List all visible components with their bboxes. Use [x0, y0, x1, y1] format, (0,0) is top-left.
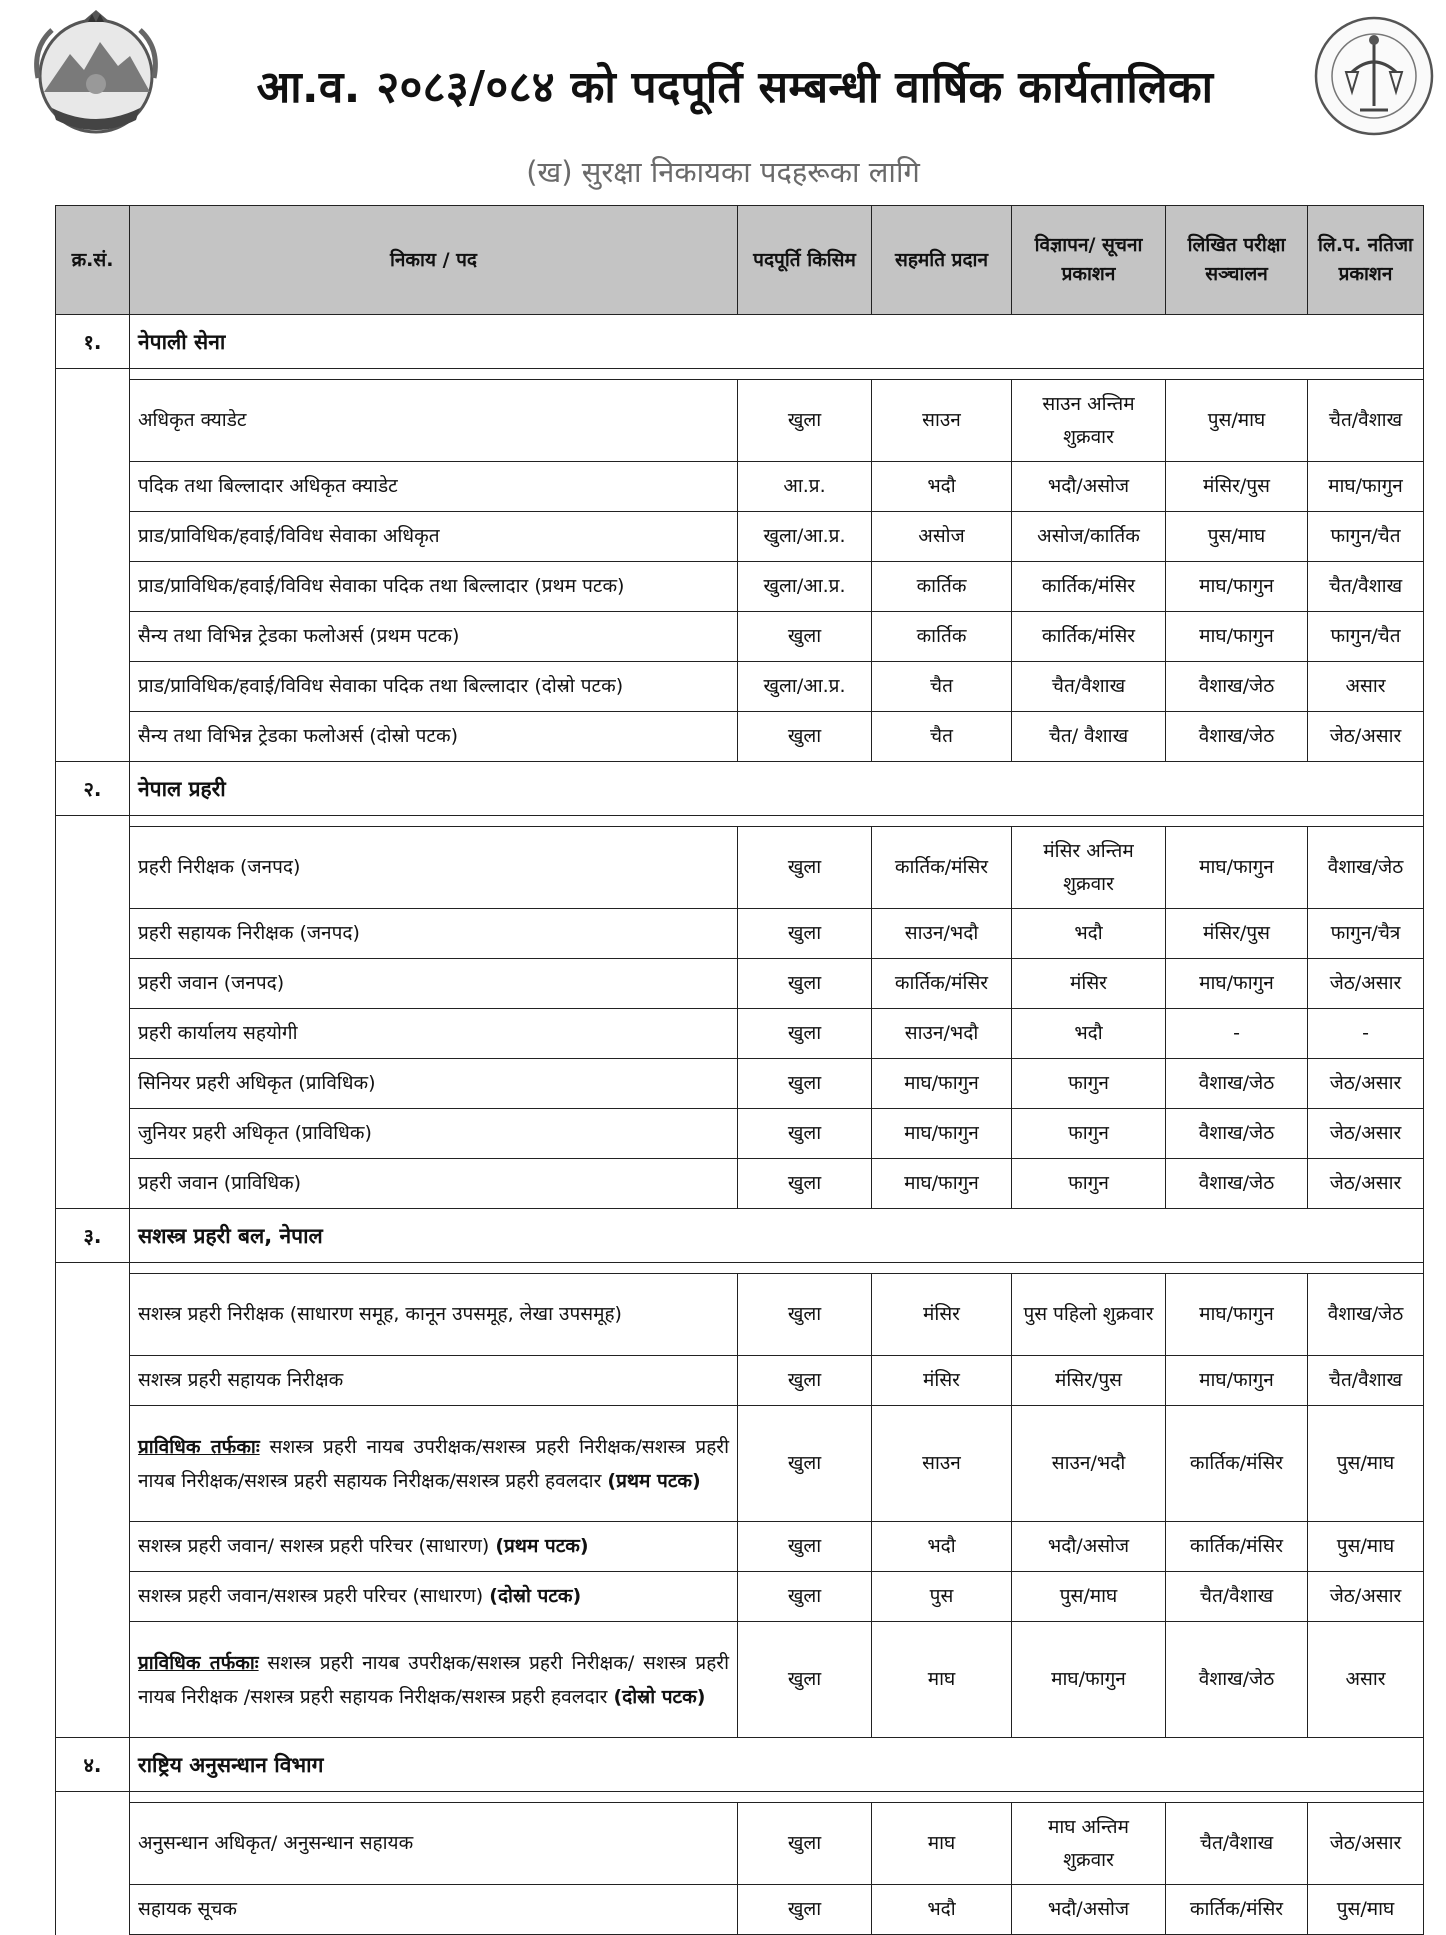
consent-month: कार्तिक/मंसिर: [872, 827, 1012, 909]
consent-month: असोज: [872, 512, 1012, 562]
section-spacer-cell: [56, 1792, 130, 1935]
post-name: प्रहरी जवान (प्राविधिक): [130, 1159, 738, 1209]
result-month: जेठ/असार: [1308, 959, 1424, 1009]
result-month: फागुन/चैत: [1308, 612, 1424, 662]
consent-month: साउन/भदौ: [872, 1009, 1012, 1059]
section-spacer-cell: [56, 369, 130, 762]
consent-month: भदौ: [872, 462, 1012, 512]
recruitment-type: खुला/आ.प्र.: [738, 662, 872, 712]
notice-month: कार्तिक/मंसिर: [1012, 612, 1166, 662]
result-month: जेठ/असार: [1308, 1159, 1424, 1209]
section-title: नेपाल प्रहरी: [130, 762, 1424, 816]
recruitment-type: खुला: [738, 1803, 872, 1885]
exam-month: वैशाख/जेठ: [1166, 1109, 1308, 1159]
post-name: [130, 1572, 738, 1622]
table-row: [56, 1356, 1424, 1406]
recruitment-type: खुला: [738, 1572, 872, 1622]
result-month: पुस/माघ: [1308, 1522, 1424, 1572]
post-name: अनुसन्धान अधिकृत/ अनुसन्धान सहायक: [130, 1803, 738, 1885]
table-row: [56, 1406, 1424, 1522]
exam-month: -: [1166, 1009, 1308, 1059]
section-spacer-cell: [56, 1263, 130, 1738]
recruitment-type: खुला: [738, 1622, 872, 1738]
post-name: प्रहरी जवान (जनपद): [130, 959, 738, 1009]
notice-month: साउन/भदौ: [1012, 1406, 1166, 1522]
recruitment-type: खुला: [738, 1522, 872, 1572]
exam-month: पुस/माघ: [1166, 512, 1308, 562]
recruitment-type: खुला: [738, 959, 872, 1009]
result-month: माघ/फागुन: [1308, 462, 1424, 512]
recruitment-type: खुला: [738, 1406, 872, 1522]
post-name: सिनियर प्रहरी अधिकृत (प्राविधिक): [130, 1059, 738, 1109]
exam-month: वैशाख/जेठ: [1166, 662, 1308, 712]
exam-month: वैशाख/जेठ: [1166, 1622, 1308, 1738]
recruitment-type: खुला: [738, 712, 872, 762]
recruitment-type: खुला: [738, 380, 872, 462]
result-month: पुस/माघ: [1308, 1885, 1424, 1935]
notice-month: कार्तिक/मंसिर: [1012, 562, 1166, 612]
table-row: [56, 612, 1424, 662]
section-row: [56, 1738, 1424, 1792]
notice-month: भदौ: [1012, 909, 1166, 959]
result-month: जेठ/असार: [1308, 1059, 1424, 1109]
consent-month: साउन: [872, 380, 1012, 462]
table-row: [56, 712, 1424, 762]
table-row: [56, 1059, 1424, 1109]
result-month: जेठ/असार: [1308, 712, 1424, 762]
psc-logo-icon: [1312, 14, 1436, 138]
recruitment-type: खुला: [738, 1356, 872, 1406]
post-name: [130, 1522, 738, 1572]
col-header-post: निकाय / पद: [130, 206, 738, 315]
col-header-exam: लिखित परीक्षा सञ्चालन: [1166, 206, 1308, 315]
col-header-consent: सहमति प्रदान: [872, 206, 1012, 315]
table-row: [56, 827, 1424, 909]
consent-month: चैत: [872, 662, 1012, 712]
post-name: सशस्त्र प्रहरी निरीक्षक (साधारण समूह, कानून उपसमूह, लेखा उपसमूह): [130, 1274, 738, 1356]
table-row: [56, 1622, 1424, 1738]
exam-month: कार्तिक/मंसिर: [1166, 1406, 1308, 1522]
section-row: [56, 1209, 1424, 1263]
recruitment-type: खुला: [738, 909, 872, 959]
notice-month: असोज/कार्तिक: [1012, 512, 1166, 562]
exam-month: कार्तिक/मंसिर: [1166, 1522, 1308, 1572]
section-title: नेपाली सेना: [130, 315, 1424, 369]
post-name: प्रहरी सहायक निरीक्षक (जनपद): [130, 909, 738, 959]
consent-month: कार्तिक: [872, 612, 1012, 662]
recruitment-type: खुला: [738, 1059, 872, 1109]
result-month: जेठ/असार: [1308, 1572, 1424, 1622]
recruitment-type: खुला: [738, 1109, 872, 1159]
notice-month: फागुन: [1012, 1159, 1166, 1209]
recruitment-type: खुला: [738, 1274, 872, 1356]
exam-month: चैत/वैशाख: [1166, 1572, 1308, 1622]
consent-month: साउन: [872, 1406, 1012, 1522]
notice-month: साउन अन्तिम शुक्रवार: [1012, 380, 1166, 462]
table-row: [56, 1274, 1424, 1356]
col-header-type: पदपूर्ति किसिम: [738, 206, 872, 315]
phase-label: (दोस्रो पटक): [613, 1685, 706, 1708]
col-header-notice: विज्ञापन/ सूचना प्रकाशन: [1012, 206, 1166, 315]
table-row: [56, 562, 1424, 612]
section-row: [56, 315, 1424, 369]
post-name: [130, 1622, 738, 1738]
table-row: [56, 1009, 1424, 1059]
consent-month: कार्तिक/मंसिर: [872, 959, 1012, 1009]
table-row: [56, 1109, 1424, 1159]
post-text: सशस्त्र प्रहरी नायब उपरीक्षक/सशस्त्र प्रहरी निरीक्षक/सशस्त्र प्रहरी नायब निरीक्षक/सशस्त्र प्रहरी सहायक निरीक्षक/सशस्त्र प्रहरी हवलदार: [138, 1435, 729, 1492]
post-name: सशस्त्र प्रहरी सहायक निरीक्षक: [130, 1356, 738, 1406]
post-text: सशस्त्र प्रहरी जवान/सशस्त्र प्रहरी परिचर (साधारण): [138, 1585, 490, 1607]
section-number: २.: [56, 762, 130, 816]
recruitment-type: खुला: [738, 1885, 872, 1935]
post-name: प्रहरी कार्यालय सहयोगी: [130, 1009, 738, 1059]
notice-month: पुस पहिलो शुक्रवार: [1012, 1274, 1166, 1356]
result-month: असार: [1308, 1622, 1424, 1738]
consent-month: पुस: [872, 1572, 1012, 1622]
post-text: सशस्त्र प्रहरी नायब उपरीक्षक/सशस्त्र प्रहरी निरीक्षक/ सशस्त्र प्रहरी नायब निरीक्षक /सशस्त्र प्रहरी सहायक निरीक्षक/सशस्त्र प्रहरी हवलदार: [138, 1651, 729, 1708]
technical-lead-label: प्राविधिक तर्फकाः: [138, 1651, 259, 1674]
consent-month: माघ/फागुन: [872, 1059, 1012, 1109]
consent-month: चैत: [872, 712, 1012, 762]
notice-month: माघ/फागुन: [1012, 1622, 1166, 1738]
result-month: फागुन/चैत्र: [1308, 909, 1424, 959]
post-name: अधिकृत क्याडेट: [130, 380, 738, 462]
exam-month: मंसिर/पुस: [1166, 462, 1308, 512]
consent-month: माघ/फागुन: [872, 1109, 1012, 1159]
section-title: सशस्त्र प्रहरी बल, नेपाल: [130, 1209, 1424, 1263]
result-month: असार: [1308, 662, 1424, 712]
exam-month: वैशाख/जेठ: [1166, 1159, 1308, 1209]
consent-month: कार्तिक: [872, 562, 1012, 612]
notice-month: मंसिर: [1012, 959, 1166, 1009]
notice-month: चैत/वैशाख: [1012, 662, 1166, 712]
technical-lead-label: प्राविधिक तर्फकाः: [138, 1435, 260, 1458]
table-row: [56, 959, 1424, 1009]
consent-month: भदौ: [872, 1885, 1012, 1935]
consent-month: माघ: [872, 1622, 1012, 1738]
consent-month: मंसिर: [872, 1356, 1012, 1406]
result-month: चैत/वैशाख: [1308, 380, 1424, 462]
result-month: -: [1308, 1009, 1424, 1059]
post-name: सैन्य तथा विभिन्न ट्रेडका फलोअर्स (दोस्रो पटक): [130, 712, 738, 762]
exam-month: माघ/फागुन: [1166, 612, 1308, 662]
exam-month: चैत/वैशाख: [1166, 1803, 1308, 1885]
col-header-result: लि.प. नतिजा प्रकाशन: [1308, 206, 1424, 315]
col-header-sn: क्र.सं.: [56, 206, 130, 315]
post-name: सहायक सूचक: [130, 1885, 738, 1935]
exam-month: वैशाख/जेठ: [1166, 712, 1308, 762]
section-row: [56, 762, 1424, 816]
consent-month: भदौ: [872, 1522, 1012, 1572]
table-row: [56, 662, 1424, 712]
post-name: सैन्य तथा विभिन्न ट्रेडका फलोअर्स (प्रथम पटक): [130, 612, 738, 662]
recruitment-type: आ.प्र.: [738, 462, 872, 512]
table-row: [56, 1159, 1424, 1209]
exam-month: पुस/माघ: [1166, 380, 1308, 462]
section-number: १.: [56, 315, 130, 369]
consent-month: साउन/भदौ: [872, 909, 1012, 959]
recruitment-type: खुला: [738, 1009, 872, 1059]
notice-month: मंसिर/पुस: [1012, 1356, 1166, 1406]
exam-month: माघ/फागुन: [1166, 562, 1308, 612]
table-row: [56, 1803, 1424, 1885]
page-header: [0, 0, 1446, 150]
post-name: प्राड/प्राविधिक/हवाई/विविध सेवाका अधिकृत: [130, 512, 738, 562]
phase-label: (दोस्रो पटक): [489, 1585, 582, 1607]
post-name: जुनियर प्रहरी अधिकृत (प्राविधिक): [130, 1109, 738, 1159]
post-name: [130, 1406, 738, 1522]
notice-month: फागुन: [1012, 1059, 1166, 1109]
exam-month: मंसिर/पुस: [1166, 909, 1308, 959]
table-row: [56, 909, 1424, 959]
result-month: चैत/वैशाख: [1308, 1356, 1424, 1406]
notice-month: फागुन: [1012, 1109, 1166, 1159]
post-name: पदिक तथा बिल्लादार अधिकृत क्याडेट: [130, 462, 738, 512]
recruitment-type: खुला: [738, 827, 872, 909]
exam-month: माघ/फागुन: [1166, 959, 1308, 1009]
result-month: पुस/माघ: [1308, 1406, 1424, 1522]
result-month: चैत/वैशाख: [1308, 562, 1424, 612]
exam-month: माघ/फागुन: [1166, 827, 1308, 909]
table-row: [56, 1522, 1424, 1572]
post-text: सशस्त्र प्रहरी जवान/ सशस्त्र प्रहरी परिचर (साधारण): [138, 1535, 496, 1557]
section-title: राष्ट्रिय अनुसन्धान विभाग: [130, 1738, 1424, 1792]
post-name: प्राड/प्राविधिक/हवाई/विविध सेवाका पदिक तथा बिल्लादार (प्रथम पटक): [130, 562, 738, 612]
result-month: वैशाख/जेठ: [1308, 1274, 1424, 1356]
page-title: आ.व. २०८३/०८४ को पदपूर्ति सम्बन्धी वार्षिक कार्यतालिका: [256, 62, 1214, 113]
recruitment-type: खुला/आ.प्र.: [738, 562, 872, 612]
table-row: [56, 462, 1424, 512]
exam-month: कार्तिक/मंसिर: [1166, 1885, 1308, 1935]
result-month: फागुन/चैत: [1308, 512, 1424, 562]
notice-month: चैत/ वैशाख: [1012, 712, 1166, 762]
notice-month: भदौ/असोज: [1012, 1885, 1166, 1935]
consent-month: माघ/फागुन: [872, 1159, 1012, 1209]
table-row: [56, 1572, 1424, 1622]
table-header-row: [56, 206, 1424, 315]
recruitment-type: खुला: [738, 612, 872, 662]
nepal-emblem-icon: [22, 8, 170, 138]
exam-month: माघ/फागुन: [1166, 1356, 1308, 1406]
result-month: जेठ/असार: [1308, 1803, 1424, 1885]
result-month: वैशाख/जेठ: [1308, 827, 1424, 909]
recruitment-schedule-table: [55, 205, 1424, 1935]
notice-month: पुस/माघ: [1012, 1572, 1166, 1622]
recruitment-type: खुला: [738, 1159, 872, 1209]
section-spacer-cell: [56, 816, 130, 1209]
phase-label: (प्रथम पटक): [495, 1535, 589, 1557]
page-subtitle: (ख) सुरक्षा निकायका पदहरूका लागि: [526, 155, 920, 189]
consent-month: माघ: [872, 1803, 1012, 1885]
post-name: प्राड/प्राविधिक/हवाई/विविध सेवाका पदिक तथा बिल्लादार (दोस्रो पटक): [130, 662, 738, 712]
section-number: ३.: [56, 1209, 130, 1263]
exam-month: माघ/फागुन: [1166, 1274, 1308, 1356]
notice-month: भदौ/असोज: [1012, 462, 1166, 512]
post-name: प्रहरी निरीक्षक (जनपद): [130, 827, 738, 909]
notice-month: भदौ/असोज: [1012, 1522, 1166, 1572]
notice-month: भदौ: [1012, 1009, 1166, 1059]
notice-month: मंसिर अन्तिम शुक्रवार: [1012, 827, 1166, 909]
recruitment-type: खुला/आ.प्र.: [738, 512, 872, 562]
phase-label: (प्रथम पटक): [607, 1469, 701, 1492]
consent-month: मंसिर: [872, 1274, 1012, 1356]
exam-month: वैशाख/जेठ: [1166, 1059, 1308, 1109]
table-row: [56, 380, 1424, 462]
result-month: जेठ/असार: [1308, 1109, 1424, 1159]
table-row: [56, 512, 1424, 562]
table-row: [56, 1885, 1424, 1935]
section-number: ४.: [56, 1738, 130, 1792]
notice-month: माघ अन्तिम शुक्रवार: [1012, 1803, 1166, 1885]
